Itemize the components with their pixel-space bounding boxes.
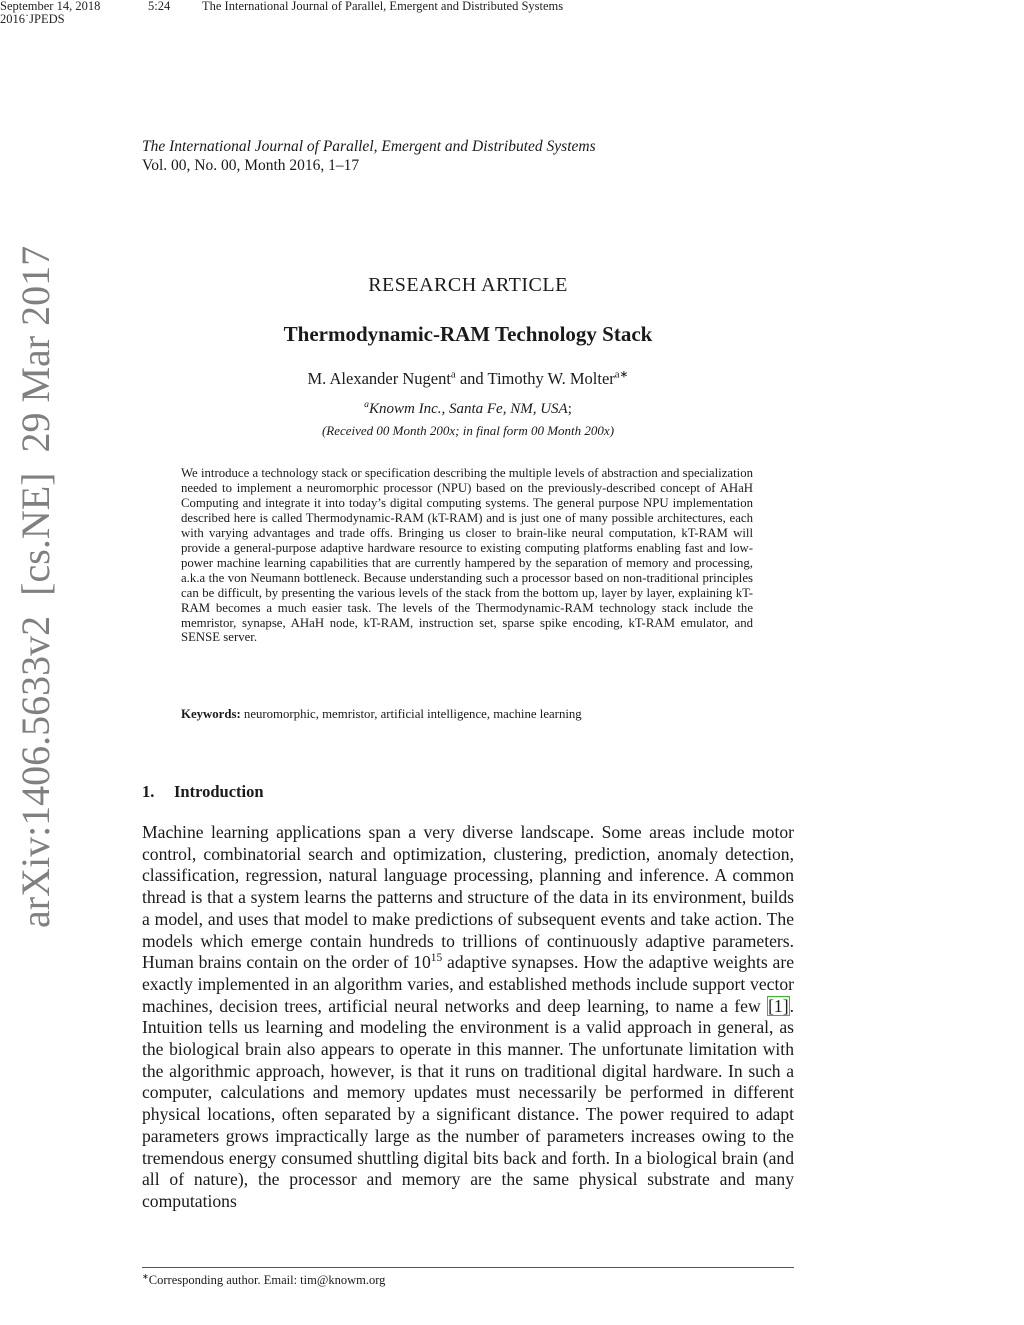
running-head-id: 2016˙JPEDS (0, 12, 65, 26)
received-dates: (Received 00 Month 200x; in final form 00 Month 200x) (321, 423, 615, 438)
footnote-mark: ∗ (142, 1271, 149, 1281)
affiliation (142, 401, 794, 418)
footnote-rule (142, 1267, 794, 1268)
running-head-date: September 14, 2018 (0, 0, 101, 13)
running-head-time: 5:24 (148, 0, 171, 13)
authors (142, 369, 794, 389)
body-part-2: adaptive synapses. How the adaptive weights are exactly implemented in an algorithm varies, and established methods include support vector machines, decision trees, artificial neural networks and deep learning, to name a few (142, 952, 794, 1016)
running-head-journal: The International Journal of Parallel, Emergent and Distributed Systems (202, 0, 564, 13)
keywords-label: Keywords: (181, 707, 241, 721)
keywords (181, 707, 781, 722)
citation-link[interactable]: [1] (768, 995, 789, 1016)
footnote (142, 1273, 385, 1288)
section-heading (142, 782, 264, 802)
affiliation-end: ; (567, 401, 572, 417)
journal-volume: Vol. 00, No. 00, Month 2016, 1–17 (142, 157, 360, 174)
author-molter: Timothy W. Molter (487, 369, 615, 388)
introduction-paragraph (142, 822, 794, 1213)
section-number: 1. (142, 782, 155, 801)
affiliation-mark: a (364, 399, 369, 410)
journal-info (142, 137, 596, 175)
journal-name: The International Journal of Parallel, Emergent and Distributed Systems (142, 138, 596, 155)
footnote-text: Corresponding author. Email: tim@knowm.org (148, 1273, 386, 1287)
affiliation-text: Knowm Inc., Santa Fe, NM, USA (368, 401, 568, 417)
keywords-text: neuromorphic, memristor, artificial intelligence, machine learning (243, 707, 582, 721)
article-title: Thermodynamic-RAM Technology Stack (283, 322, 653, 346)
running-head (0, 0, 563, 26)
exponent: 15 (430, 952, 443, 965)
body-part-1: Machine learning applications span a very diverse landscape. Some areas include motor control, combinatorial search and optimization, clustering, prediction, anomaly detection, classification, regression, natural language processing, planning and inference. A common thread is that a system learns the patterns and structure of the data in its environment, builds a model, and uses that model to make predictions of subsequent events and take action. The models which emerge contain hundreds to trillions of continuously adaptive parameters. Human brains contain on the order of 10 (142, 822, 794, 973)
authors-conjunction: and (455, 369, 488, 388)
abstract: We introduce a technology stack or specification describing the multiple levels of abstraction and specialization needed to implement a neuromorphic processor (NPU) based on the previously-described concept of AHaH Computing and integrate it into today’s digital computing systems. The general purpose NPU implementation described here is called Thermodynamic-RAM (kT-RAM) and is just one of many possible architectures, each with varying advantages and trade offs. Bringing us closer to brain-like neural computation, kT-RAM will provide a general-purpose adaptive hardware resource to existing computing platforms enabling fast and low-power machine learning capabilities that are currently hampered by the separation of memory and processing, a.k.a the von Neumann bottleneck. Because understanding such a processor based on non-traditional principles can be difficult, by presenting the various levels of the stack from the bottom up, layer by layer, explaining kT-RAM becomes a much easier task. The levels of the Thermodynamic-RAM technology stack include the memristor, synapse, AHaH node, kT-RAM, instruction set, sparse spike encoding, kT-RAM emulator, and SENSE server. (181, 466, 753, 645)
article-type: RESEARCH ARTICLE (368, 274, 568, 296)
section-title: Introduction (174, 782, 264, 801)
author-molter-affil-mark: a∗ (614, 368, 629, 381)
author-nugent-affil-mark: a (450, 368, 456, 381)
body-part-3: . Intuition tells us learning and modeling the environment is a valid approach in general, as the biological brain also appears to operate in this manner. The unfortunate limitation with the algorithmic approach, however, is that it runs on traditional digital hardware. In such a computer, calculations and memory updates must necessarily be performed in different physical locations, often separated by a significant distance. The power required to adapt parameters grows impractically large as the number of parameters increases owing to the tremendous energy consumed shuttling digital bits back and forth. In a biological brain (and all of nature), the processor and memory are the same physical substrate and many computations (142, 995, 794, 1211)
arxiv-stamp: arXiv:1406.5633v2 [cs.NE] 29 Mar 2017 (13, 245, 58, 928)
author-nugent: M. Alexander Nugent (307, 369, 451, 388)
